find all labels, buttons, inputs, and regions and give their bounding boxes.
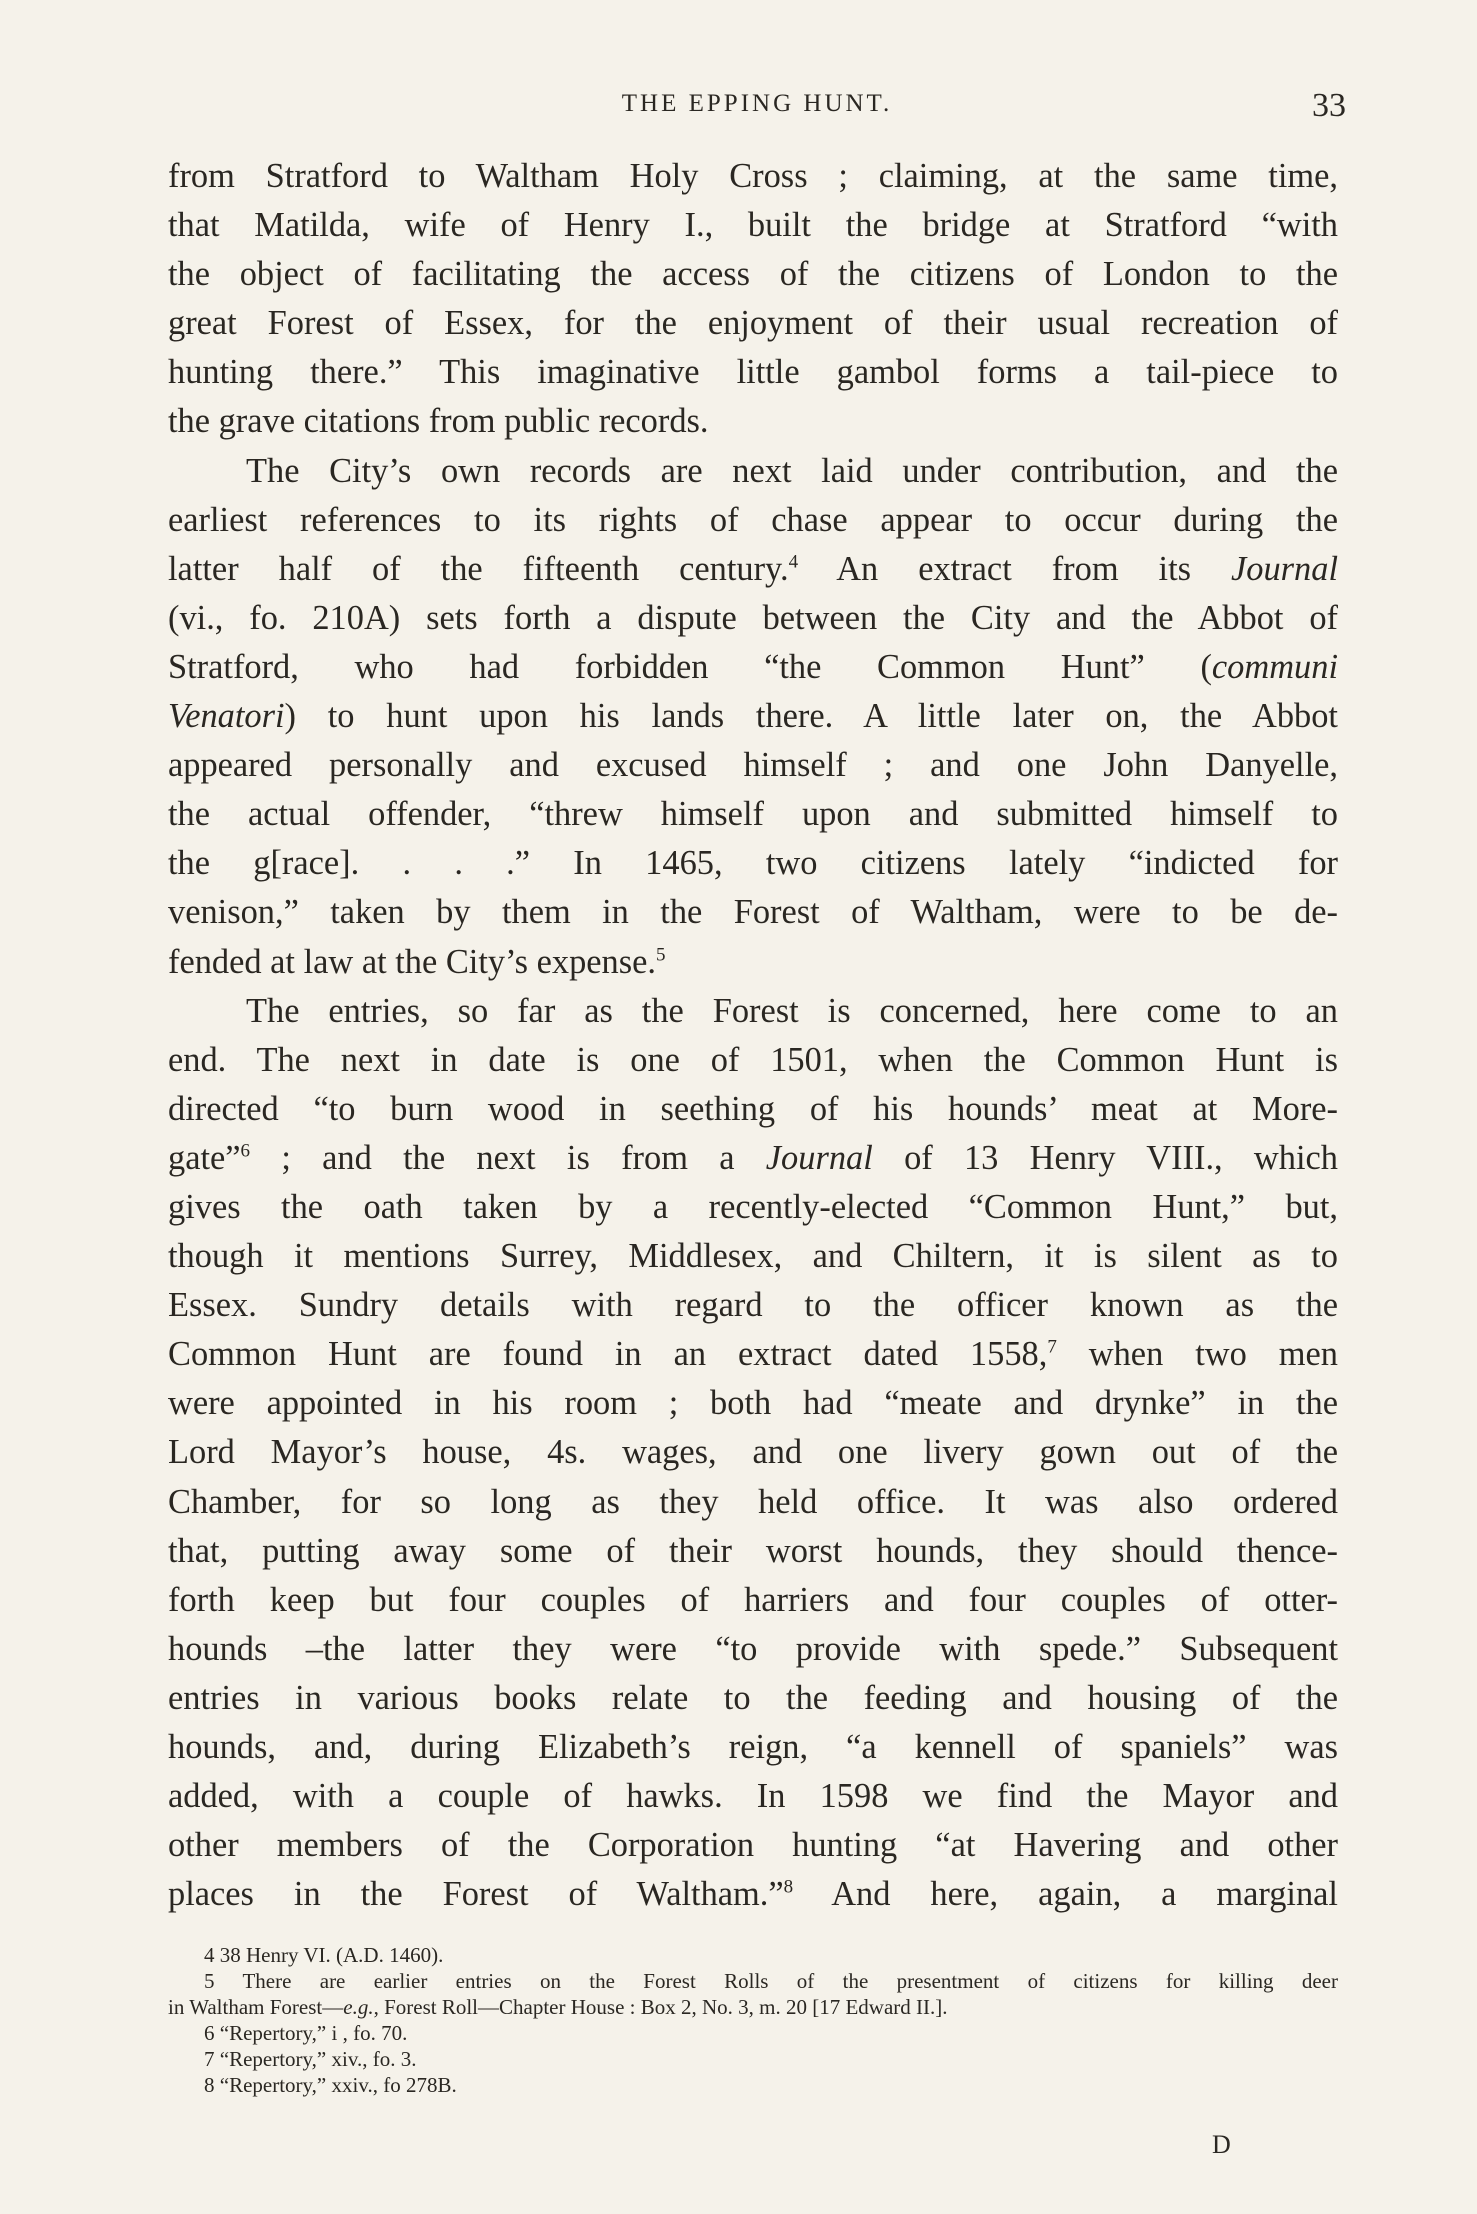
text-line: gate”$^6$ ; and the next is from a Journal of 13 Henry VIII., which xyxy=(168,1138,1338,1177)
footnote-ref-4: 4 xyxy=(788,551,799,573)
text-line: Essex. Sundry details with regard to the officer known as the xyxy=(168,1286,1338,1325)
text-line: the g[race]. . . .” In 1465, two citizens lately “indicted for xyxy=(168,844,1338,883)
text-line: The entries, so far as the Forest is concerned, here come to an xyxy=(246,991,1338,1030)
text-line: the object of facilitating the access of the citizens of London to the xyxy=(168,255,1338,294)
running-head: THE EPPING HUNT. xyxy=(621,90,893,117)
text-line: hounds, and, during Elizabeth’s reign, “a kennell of spaniels” was xyxy=(168,1728,1338,1766)
text-line: (vi., fo. 210A) sets forth a dispute between the City and the Abbot of xyxy=(168,598,1338,637)
text-line: the actual offender, “threw himself upon and submitted himself to xyxy=(168,795,1338,834)
body-text xyxy=(168,152,1338,1919)
text-line: hounds –the latter they were “to provide with spede.” Subsequent xyxy=(168,1629,1338,1668)
text-line: Lord Mayor’s house, 4s. wages, and one livery gown out of the xyxy=(168,1433,1338,1472)
text-line: though it mentions Surrey, Middlesex, and Chiltern, it is silent as to xyxy=(168,1237,1338,1276)
text-line: directed “to burn wood in seething of his hounds’ meat at More- xyxy=(168,1089,1338,1128)
footnote-5-continued: in Waltham Forest—e.g., Forest Roll—Chapter House : Box 2, No. 3, m. 20 [17 Edward II.]. xyxy=(168,1995,948,2019)
footnote-6: 6 “Repertory,” i , fo. 70. xyxy=(204,2021,408,2045)
text-line: fended at law at the City’s expense.$^5$ xyxy=(168,942,666,981)
text-line: gives the oath taken by a recently-elected “Common Hunt,” but, xyxy=(168,1187,1338,1226)
text-line: venison,” taken by them in the Forest of Waltham, were to be de- xyxy=(168,893,1338,932)
text-line: were appointed in his room ; both had “meate and drynke” in the xyxy=(168,1384,1338,1423)
text-line: entries in various books relate to the feeding and housing of the xyxy=(168,1678,1338,1717)
footnote-5: 5 There are earlier entries on the Forest Rolls of the presentment of citizens for killing deer xyxy=(204,1969,1338,1993)
footnotes xyxy=(168,1942,1338,2098)
footnote-ref-5: 5 xyxy=(656,944,666,966)
text-line: other members of the Corporation hunting “at Havering and other xyxy=(168,1826,1338,1865)
text-line: great Forest of Essex, for the enjoyment of their usual recreation of xyxy=(168,304,1338,343)
footnote-8: 8 “Repertory,” xxiv., fo 278B. xyxy=(204,2073,457,2097)
text-line: end. The next in date is one of 1501, when the Common Hunt is xyxy=(168,1040,1338,1079)
footnote-ref-8: 8 xyxy=(783,1876,794,1898)
footnote-ref-7: 7 xyxy=(1047,1336,1057,1358)
text-line: Chamber, for so long as they held office. It was also ordered xyxy=(168,1482,1338,1521)
text-line: Venatori) to hunt upon his lands there. A little later on, the Abbot xyxy=(168,697,1338,736)
signature-mark: D xyxy=(1212,2130,1232,2159)
page-number: 33 xyxy=(1312,87,1346,124)
text-line: the grave citations from public records. xyxy=(168,402,709,441)
text-line: from Stratford to Waltham Holy Cross ; claiming, at the same time, xyxy=(168,157,1338,195)
text-line: hunting there.” This imaginative little gambol forms a tail-piece to xyxy=(168,353,1338,392)
text-line: The City’s own records are next laid under contribution, and the xyxy=(246,451,1338,490)
footnote-4: 4 38 Henry VI. (A.D. 1460). xyxy=(204,1943,444,1967)
page-header xyxy=(168,84,1346,134)
text-line: added, with a couple of hawks. In 1598 we find the Mayor and xyxy=(168,1777,1338,1816)
text-line: places in the Forest of Waltham.”$^8$ And here, again, a marginal xyxy=(168,1875,1338,1914)
footnote-ref-6: 6 xyxy=(240,1140,251,1162)
footnote-7: 7 “Repertory,” xiv., fo. 3. xyxy=(204,2047,417,2071)
text-line: Stratford, who had forbidden “the Common Hunt” (communi xyxy=(168,647,1338,686)
text-line: latter half of the fifteenth century.$^4$ An extract from its Journal xyxy=(168,549,1338,588)
text-line: forth keep but four couples of harriers and four couples of otter- xyxy=(168,1580,1338,1619)
text-line: Common Hunt are found in an extract dated 1558,$^7$ when two men xyxy=(168,1335,1338,1374)
text-line: that, putting away some of their worst hounds, they should thence- xyxy=(168,1531,1338,1570)
text-line: appeared personally and excused himself ; and one John Danyelle, xyxy=(168,746,1338,785)
text-line: earliest references to its rights of chase appear to occur during the xyxy=(168,500,1338,539)
text-line: that Matilda, wife of Henry I., built the bridge at Stratford “with xyxy=(168,206,1338,245)
